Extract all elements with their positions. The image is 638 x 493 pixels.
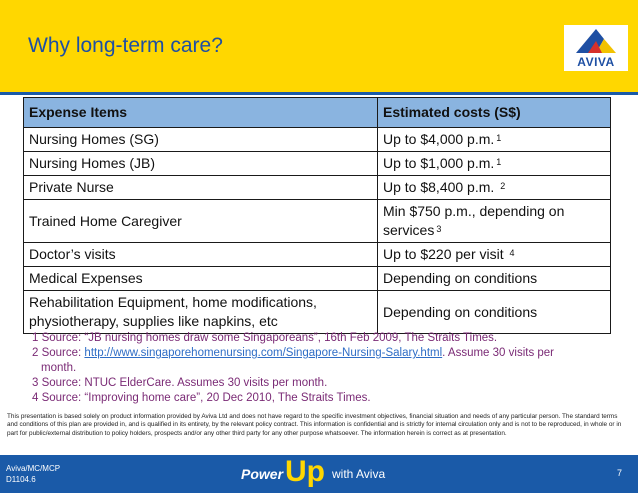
source-note-2-suffix: . Assume 30 visits per — [442, 347, 555, 359]
footnote-marker: 1 — [496, 157, 502, 167]
estimated-cost — [378, 128, 611, 152]
source-note-4: 4 Source: “Improving home care”, 20 Dec 2010, The Straits Times. — [32, 392, 371, 404]
table-row — [24, 267, 611, 291]
logo-text: AVIVA — [577, 55, 615, 69]
column-header-estimated-costs: Estimated costs (S$) — [378, 98, 611, 128]
cost-text: Depending on conditions — [383, 303, 538, 320]
page-number: 7 — [617, 468, 623, 478]
source-link[interactable]: http://www.singaporehomenursing.com/Singapore-Nursing-Salary.html — [84, 347, 443, 359]
disclaimer-text: This presentation is based solely on product information provided by Aviva Ltd and does not have regard to the specific investment objectives, financial situation and needs of any particular person. The standard terms and conditions of this plan are provided in, and is qualified in its entirety, by the relevant policy contract. This information is confidential and is strictly for internal circulation only and is not to be reproduced, in whole or in part for public/external distribution to policy holders, prospects and/or any other third party for any other purpose whatsoever. The information herein is correct as at presentation. — [7, 413, 622, 437]
source-note-3: 3 Source: NTUC ElderCare. Assumes 30 visits per month. — [32, 377, 328, 389]
source-notes — [32, 331, 617, 406]
table-row — [24, 200, 611, 243]
cost-text: Depending on conditions — [383, 270, 538, 286]
estimated-cost — [378, 152, 611, 176]
tagline-up: Up — [285, 455, 325, 488]
source-note-2-continued: month. — [41, 362, 77, 374]
aviva-logo — [564, 25, 628, 71]
source-note-2 — [32, 346, 617, 361]
expense-item: Nursing Homes (SG) — [24, 128, 378, 152]
table-header-row — [24, 98, 611, 128]
expense-item: Rehabilitation Equipment, home modifications, physiotherapy, supplies like napkins, etc — [24, 291, 378, 334]
estimated-cost — [378, 200, 611, 243]
table-row — [24, 152, 611, 176]
cost-text: Min $750 p.m., depending on services — [383, 203, 565, 238]
table-row — [24, 128, 611, 152]
table-row — [24, 243, 611, 267]
expense-item: Medical Expenses — [24, 267, 378, 291]
estimated-cost — [378, 243, 611, 267]
reference-line-2: D1104.6 — [6, 475, 36, 484]
table-row — [24, 176, 611, 200]
slide-header — [0, 0, 638, 95]
estimated-cost — [378, 291, 611, 334]
document-reference — [6, 463, 60, 485]
expense-item: Trained Home Caregiver — [24, 200, 378, 243]
column-header-expense-items: Expense Items — [24, 98, 378, 128]
estimated-cost — [378, 176, 611, 200]
tagline-with-aviva: with Aviva — [332, 467, 386, 481]
source-note-1: 1 Source: “JB nursing homes draw some Singaporeans”, 16th Feb 2009, The Straits Times. — [32, 332, 498, 344]
table-row — [24, 291, 611, 334]
expense-item: Doctor’s visits — [24, 243, 378, 267]
footnote-marker: 4 — [509, 248, 515, 258]
tagline-power: Power — [241, 466, 284, 482]
expense-table — [23, 97, 611, 334]
page-title: Why long-term care? — [28, 34, 223, 57]
source-note-2-prefix: 2 Source: — [32, 347, 85, 359]
reference-line-1: Aviva/MC/MCP — [6, 464, 61, 473]
footnote-marker: 2 — [500, 181, 506, 191]
estimated-cost — [378, 267, 611, 291]
footnote-marker: 3 — [436, 224, 442, 234]
expense-item: Private Nurse — [24, 176, 378, 200]
slide-footer — [0, 455, 638, 493]
expense-item: Nursing Homes (JB) — [24, 152, 378, 176]
aviva-bird-icon — [574, 27, 618, 55]
cost-text: Up to $8,400 p.m. — [383, 179, 499, 195]
cost-text: Up to $1,000 p.m. — [383, 155, 495, 171]
cost-text: Up to $4,000 p.m. — [383, 131, 495, 147]
footnote-marker: 1 — [496, 133, 502, 143]
cost-text: Up to $220 per visit — [383, 246, 508, 262]
